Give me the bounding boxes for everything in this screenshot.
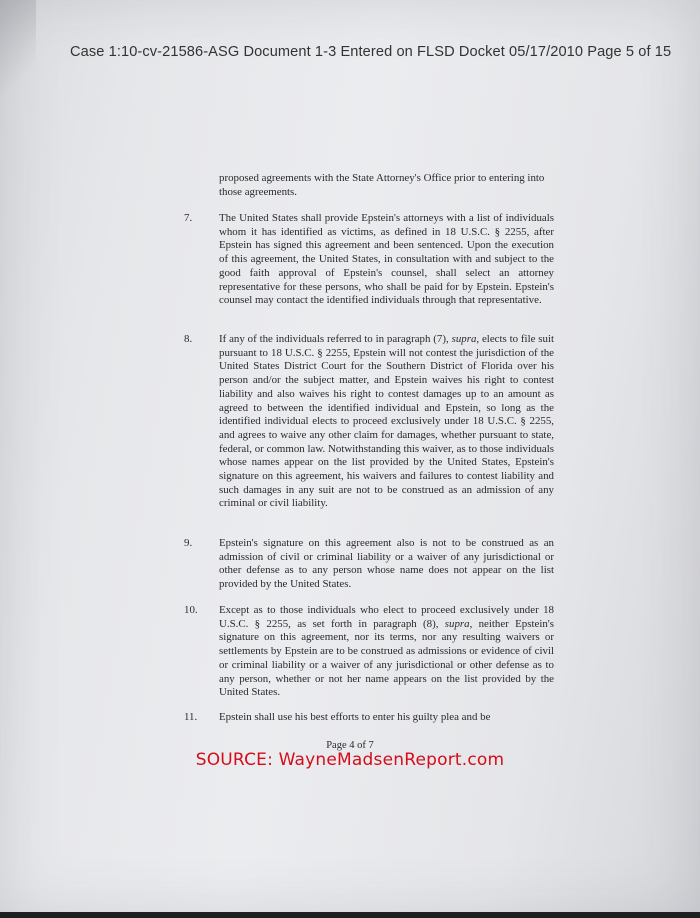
paragraph-text: If any of the individuals referred to in paragraph (7), supra, elects to file suit pursuant to 18 U.S.C. § 2255, Epstein will not contest the jurisdiction of the United States District Court for the Southern District of Florida over his person and/or the subject matter, and Epstein waives his right to contest liability and also waives his right to contest damages up to an amount as agreed to between the identified individual and Epstein, so long as the identified individual elects to proceed exclusively under 18 U.S.C. § 2255, and agrees to waive any other claim for damages, whether pursuant to state, federal, or common law. Notwithstanding this waiver, as to those individuals whose names appear on the list provided by the United States, Epstein's signature on this agreement, his waivers and failures to contest liability and such damages in any suit are not to be construed as an admission of any criminal or civil liability. xyxy=(219,333,555,510)
paragraph-9 xyxy=(184,537,554,592)
paragraph-10 xyxy=(184,604,554,700)
paper-fold-shadow xyxy=(0,0,36,110)
paragraph-text: Epstein shall use his best efforts to enter his guilty plea and be xyxy=(219,711,491,723)
paragraph-8 xyxy=(184,333,554,511)
scan-bottom-edge xyxy=(0,912,700,918)
paragraph-text: Except as to those individuals who elect to proceed exclusively under 18 U.S.C. § 2255, as set forth in paragraph (8), supra, neither Epstein's signature on this agreement, nor its terms, nor any resulting waivers or settlements by Epstein are to be construed as admissions or evidence of civil or criminal liability or a waiver of any jurisdictional or other defense as to any person, whether or not her name appears on the list provided by the United States. xyxy=(219,604,555,699)
paragraph-7 xyxy=(184,212,554,308)
paragraph-11 xyxy=(184,711,554,725)
paragraph-number: 10. xyxy=(184,604,198,616)
paragraph-number: 7. xyxy=(184,212,193,224)
paragraph-text: The United States shall provide Epstein's attorneys with a list of individuals whom it has identified as victims, as defined in 18 U.S.C. § 2255, after Epstein has signed this agreement and been sentenced. Upon the execution of this agreement, the United States, in consultation with and subject to the good faith approval of Epstein's counsel, shall select an attorney representative for these persons, who shall be paid for by Epstein. Epstein's counsel may contact the identified individuals through that representative. xyxy=(219,212,554,307)
paragraph-number: 9. xyxy=(184,537,193,549)
paragraph-number: 8. xyxy=(184,333,193,345)
source-watermark: SOURCE: WayneMadsenReport.com xyxy=(195,750,505,770)
continued-paragraph: proposed agreements with the State Attorney's Office prior to entering into those agreements. xyxy=(219,172,545,198)
docket-header: Case 1:10-cv-21586-ASG Document 1-3 Entered on FLSD Docket 05/17/2010 Page 5 of 15 xyxy=(70,44,672,60)
paragraph-number: 11. xyxy=(184,711,198,723)
paragraph-text: Epstein's signature on this agreement also is not to be construed as an admission of civil or criminal liability or a waiver of any jurisdictional or other defense as to any person whose name does not appear on the list provided by the United States. xyxy=(219,537,554,591)
page-number: Page 4 of 7 xyxy=(326,740,374,751)
